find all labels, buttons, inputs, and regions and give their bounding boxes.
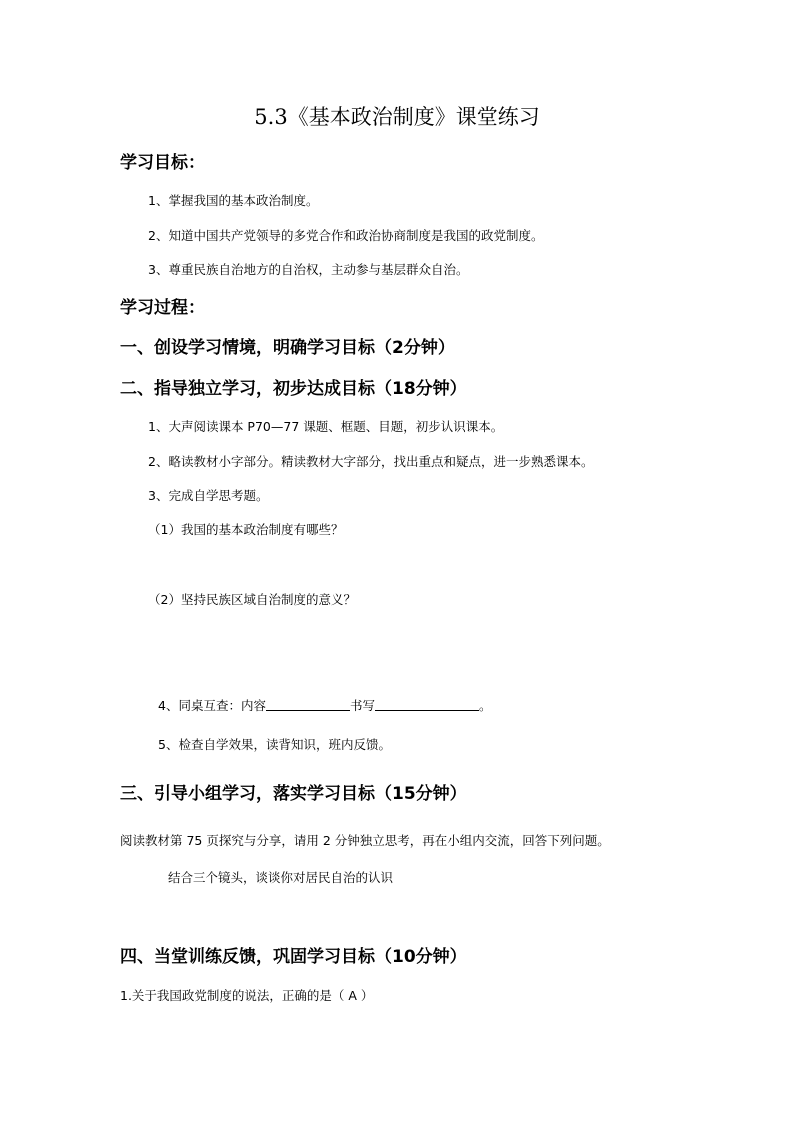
section-1-heading: 一、创设学习情境，明确学习目标（2分钟） — [120, 338, 455, 358]
question-1: （1）我国的基本政治制度有哪些？ — [148, 522, 344, 537]
goal-item-1: 1、掌握我国的基本政治制度。 — [148, 193, 319, 208]
item4-mid: 书写 — [349, 698, 375, 713]
question-2: （2）坚持民族区域自治制度的意义？ — [148, 592, 356, 607]
s2-item-4 — [158, 698, 492, 713]
s2-item-2: 2、略读教材小字部分。精读教材大字部分，找出重点和疑点，进一步熟悉课本。 — [148, 454, 594, 469]
section-3-heading: 三、引导小组学习，落实学习目标（15分钟） — [120, 784, 467, 804]
item4-prefix: 4、同桌互查：内容 — [158, 698, 266, 713]
section-2-heading: 二、指导独立学习，初步达成目标（18分钟） — [120, 379, 467, 399]
goals-heading: 学习目标： — [120, 153, 205, 173]
s2-item-1: 1、大声阅读课本 P70—77 课题、框题、目题，初步认识课本。 — [148, 419, 504, 434]
s3-instruction: 阅读教材第 75 页探究与分享，请用 2 分钟独立思考，再在小组内交流，回答下列问题。 — [120, 833, 610, 848]
s2-item-3: 3、完成自学思考题。 — [148, 488, 269, 503]
process-heading: 学习过程： — [120, 298, 205, 318]
mc-question-1: 1.关于我国政党制度的说法，正确的是（ A ） — [120, 988, 374, 1003]
section-4-heading: 四、当堂训练反馈，巩固学习目标（10分钟） — [120, 947, 467, 967]
s3-task: 结合三个镜头，谈谈你对居民自治的认识 — [168, 870, 394, 885]
goal-item-2: 2、知道中国共产党领导的多党合作和政治协商制度是我国的政党制度。 — [148, 228, 544, 243]
item4-end: 。 — [478, 698, 492, 713]
page-title: 5.3《基本政治制度》课堂练习 — [254, 105, 540, 129]
content-blank[interactable] — [266, 698, 350, 711]
s2-item-5: 5、检查自学效果，读背知识，班内反馈。 — [158, 737, 391, 752]
goal-item-3: 3、尊重民族自治地方的自治权，主动参与基层群众自治。 — [148, 262, 469, 277]
writing-blank[interactable] — [375, 698, 479, 711]
